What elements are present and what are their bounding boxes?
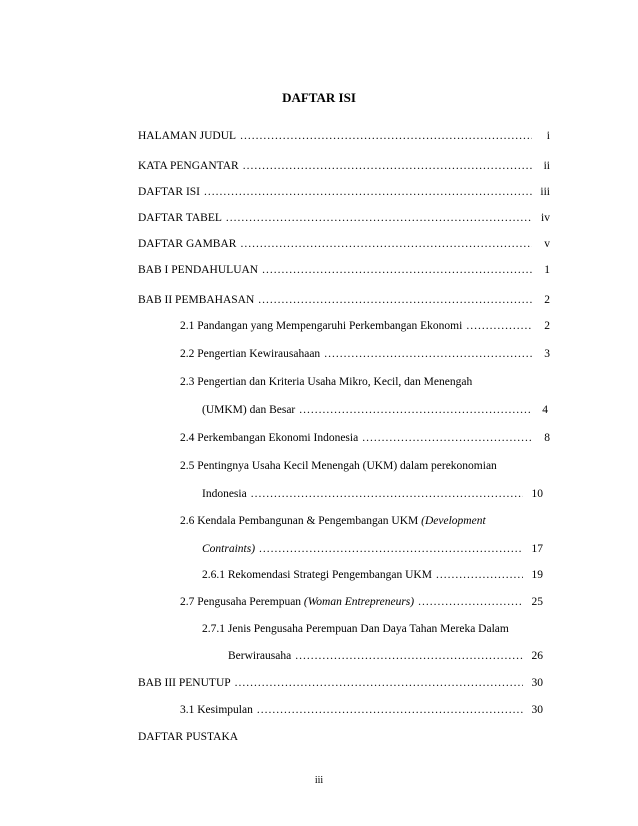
toc-entry-text: 2.4 Perkembangan Ekonomi Indonesia: [180, 432, 359, 444]
toc-entry-page: i: [546, 130, 550, 142]
toc-leader-dots: [204, 184, 532, 200]
toc-leader-dots: [258, 292, 532, 308]
toc-entry-text: HALAMAN JUDUL: [138, 130, 237, 142]
toc-entry-page: ii: [543, 160, 550, 172]
toc-leader-dots: [436, 567, 523, 583]
toc-leader-dots: [362, 430, 532, 446]
toc-entry-text: 3.1 Kesimpulan: [180, 704, 253, 716]
toc-entry-text: (UMKM) dan Besar: [202, 404, 296, 416]
toc-leader-dots: [226, 210, 532, 226]
toc-entry-text: KATA PENGANTAR: [138, 160, 239, 172]
toc-entry: [202, 541, 543, 557]
toc-entry: [180, 702, 543, 718]
toc-entry-text: BAB II PEMBAHASAN: [138, 294, 255, 306]
toc-entry-text: 2.7 Pengusaha Perempuan (Woman Entrepreneurs): [180, 596, 415, 608]
toc-entry-text: DAFTAR ISI: [138, 186, 201, 198]
toc-entry: [138, 158, 550, 174]
page-title: DAFTAR ISI: [282, 90, 356, 105]
toc-entry-text: DAFTAR GAMBAR: [138, 238, 237, 250]
toc-entry: [180, 458, 550, 474]
toc-entry-text: 2.5 Pentingnya Usaha Kecil Menengah (UKM) dalam perekonomian: [180, 460, 497, 472]
toc-entry: [180, 430, 550, 446]
toc-entry-text: 2.2 Pengertian Kewirausahaan: [180, 348, 321, 360]
page-number: iii: [314, 775, 324, 786]
toc-leader-dots: [235, 675, 523, 691]
toc-leader-dots: [299, 402, 530, 418]
toc-entry: [138, 236, 550, 252]
toc-entry-text: 2.1 Pandangan yang Mempengaruhi Perkembangan Ekonomi: [180, 320, 463, 332]
toc-entry: [138, 292, 550, 308]
toc-leader-dots: [466, 318, 532, 334]
toc-entry-page: 26: [531, 650, 543, 662]
toc-entry-text: BAB III PENUTUP: [138, 677, 231, 689]
toc-leader-dots: [418, 594, 523, 610]
toc-entry: [138, 729, 543, 745]
toc-entry-page: 25: [531, 596, 543, 608]
toc-leader-dots: [259, 541, 523, 557]
toc-entry: [138, 210, 550, 226]
toc-entry: [180, 318, 550, 334]
toc-entry-page: 2: [544, 320, 550, 332]
toc-entry: [138, 262, 550, 278]
toc-entry-text: DAFTAR TABEL: [138, 212, 222, 224]
toc-leader-dots: [257, 702, 523, 718]
toc-entry: [180, 346, 550, 362]
toc-entry-page: 4: [542, 404, 548, 416]
toc-leader-dots: [324, 346, 532, 362]
toc-entry-text: DAFTAR PUSTAKA: [138, 731, 239, 743]
toc-entry-page: 2: [544, 294, 550, 306]
toc-entry-page: iv: [541, 212, 550, 224]
toc-leader-dots: [251, 486, 523, 502]
toc-entry-page: v: [544, 238, 550, 250]
toc-entry-page: 3: [544, 348, 550, 360]
toc-entry-page: 1: [544, 264, 550, 276]
toc-entry-page: 10: [531, 488, 543, 500]
toc-entry-page: 17: [531, 543, 543, 555]
toc-entry: [202, 621, 543, 637]
toc-entry: [180, 594, 543, 610]
toc-entry-page: 30: [531, 677, 543, 689]
toc-entry-text: 2.6 Kendala Pembangunan & Pengembangan UKM (Development: [180, 515, 486, 527]
toc-entry: [138, 128, 550, 144]
toc-entry-text: 2.3 Pengertian dan Kriteria Usaha Mikro, Kecil, dan Menengah: [180, 376, 473, 388]
toc-entry: [180, 513, 550, 529]
toc-leader-dots: [295, 648, 523, 664]
toc-entry: [228, 648, 543, 664]
toc-leader-dots: [240, 236, 532, 252]
toc-leader-dots: [240, 128, 532, 144]
toc-entry-text: Berwirausaha: [228, 650, 292, 662]
toc-leader-dots: [243, 158, 532, 174]
toc-entry: [180, 374, 550, 390]
toc-entry-text: 2.7.1 Jenis Pengusaha Perempuan Dan Daya Tahan Mereka Dalam: [202, 623, 509, 635]
toc-leader-dots: [262, 262, 532, 278]
toc-entry: [138, 675, 543, 691]
toc-entry-page: 19: [531, 569, 543, 581]
toc-entry: [138, 184, 550, 200]
toc-entry-text: BAB I PENDAHULUAN: [138, 264, 259, 276]
toc-entry: [202, 486, 543, 502]
toc-entry-page: iii: [540, 186, 550, 198]
toc-entry-text: 2.6.1 Rekomendasi Strategi Pengembangan UKM: [202, 569, 432, 581]
toc-entry-page: 30: [531, 704, 543, 716]
toc-entry: [202, 567, 543, 583]
toc-entry: [202, 402, 548, 418]
toc-entry-page: 8: [544, 432, 550, 444]
toc-entry-text: Contraints): [202, 543, 256, 555]
toc-entry-text: Indonesia: [202, 488, 247, 500]
